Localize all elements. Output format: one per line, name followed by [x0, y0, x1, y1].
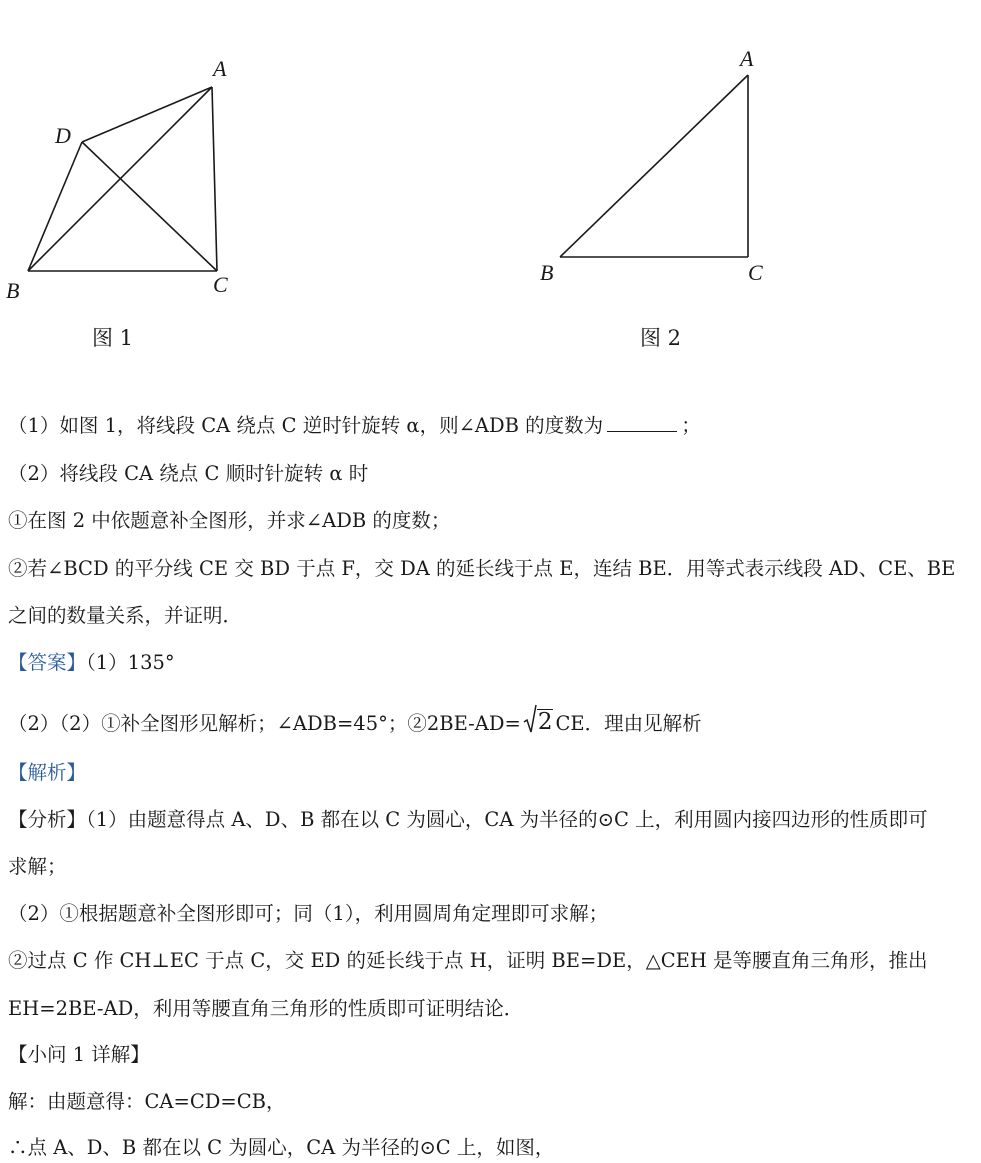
question-2: （2）将线段 CA 绕点 C 顺时针旋转 α 时 — [8, 462, 369, 485]
point-label-A: A — [213, 56, 227, 81]
segment-BA — [560, 75, 748, 257]
analysis-line-4: ②过点 C 作 CH⊥EC 于点 C，交 ED 的延长线于点 H，证明 BE=DE，△CEH 是等腰直角三角形，推出 — [8, 949, 928, 972]
point-label-B: B — [540, 260, 554, 285]
segment-AC — [212, 87, 217, 271]
figure-1-caption: 图 1 — [92, 326, 134, 350]
segment-DC — [82, 142, 217, 271]
answer-1: （1）135° — [86, 651, 175, 674]
answer-blank — [607, 413, 677, 432]
radicand: 2 — [537, 709, 553, 735]
analysis-line-3: （2）①根据题意补全图形即可；同（1），利用圆周角定理即可求解； — [8, 902, 609, 925]
solution-line-1: 解：由题意得：CA=CD=CB， — [8, 1090, 286, 1113]
solution-line-2: ∴点 A、D、B 都在以 C 为圆心，CA 为半径的⊙C 上，如图， — [8, 1136, 555, 1159]
point-label-C: C — [213, 272, 228, 297]
point-label-A: A — [740, 46, 754, 71]
analysis-tag: 【解析】 — [8, 761, 87, 784]
answer-1-line — [8, 649, 175, 677]
subquestion-1-tag: 【小问 1 详解】 — [8, 1043, 150, 1066]
radical-sign-icon — [523, 704, 537, 734]
analysis-line-2: 求解； — [8, 855, 67, 878]
analysis-line-5: EH=2BE-AD，利用等腰直角三角形的性质即可证明结论． — [8, 997, 524, 1020]
point-label-D: D — [55, 123, 71, 148]
sqrt-expression — [523, 704, 554, 734]
question-1-end: ； — [681, 414, 701, 437]
figure-1 — [0, 50, 250, 300]
answer-2-text: （2）（2）①补全图形见解析；∠ADB=45°；②2BE-AD= — [8, 712, 521, 735]
analysis-line-1: 【分析】（1）由题意得点 A、D、B 都在以 C 为圆心，CA 为半径的⊙C 上，利用圆内接四边形的性质即可 — [8, 808, 928, 831]
question-2-part-2-line-2: 之间的数量关系，并证明． — [8, 604, 243, 627]
segment-DA — [82, 87, 212, 142]
question-1 — [8, 412, 701, 440]
answer-2-line — [8, 704, 702, 738]
answer-tag: 【答案】 — [8, 651, 87, 674]
answer-2-end: CE．理由见解析 — [555, 712, 702, 735]
question-2-part-1: ①在图 2 中依题意补全图形，并求∠ADB 的度数； — [8, 509, 451, 532]
question-2-part-2-line-1: ②若∠BCD 的平分线 CE 交 BD 于点 F，交 DA 的延长线于点 E，连结 BE．用等式表示线段 AD、CE、BE — [8, 557, 956, 580]
segment-BD — [28, 142, 82, 271]
figure-2-diagram — [530, 40, 780, 300]
point-label-B: B — [6, 278, 20, 300]
point-label-C: C — [748, 260, 763, 285]
figure-2 — [530, 40, 780, 300]
figure-1-diagram — [0, 50, 250, 300]
figure-2-caption: 图 2 — [640, 326, 682, 350]
question-1-text: （1）如图 1，将线段 CA 绕点 C 逆时针旋转 α，则∠ADB 的度数为 — [8, 414, 604, 437]
